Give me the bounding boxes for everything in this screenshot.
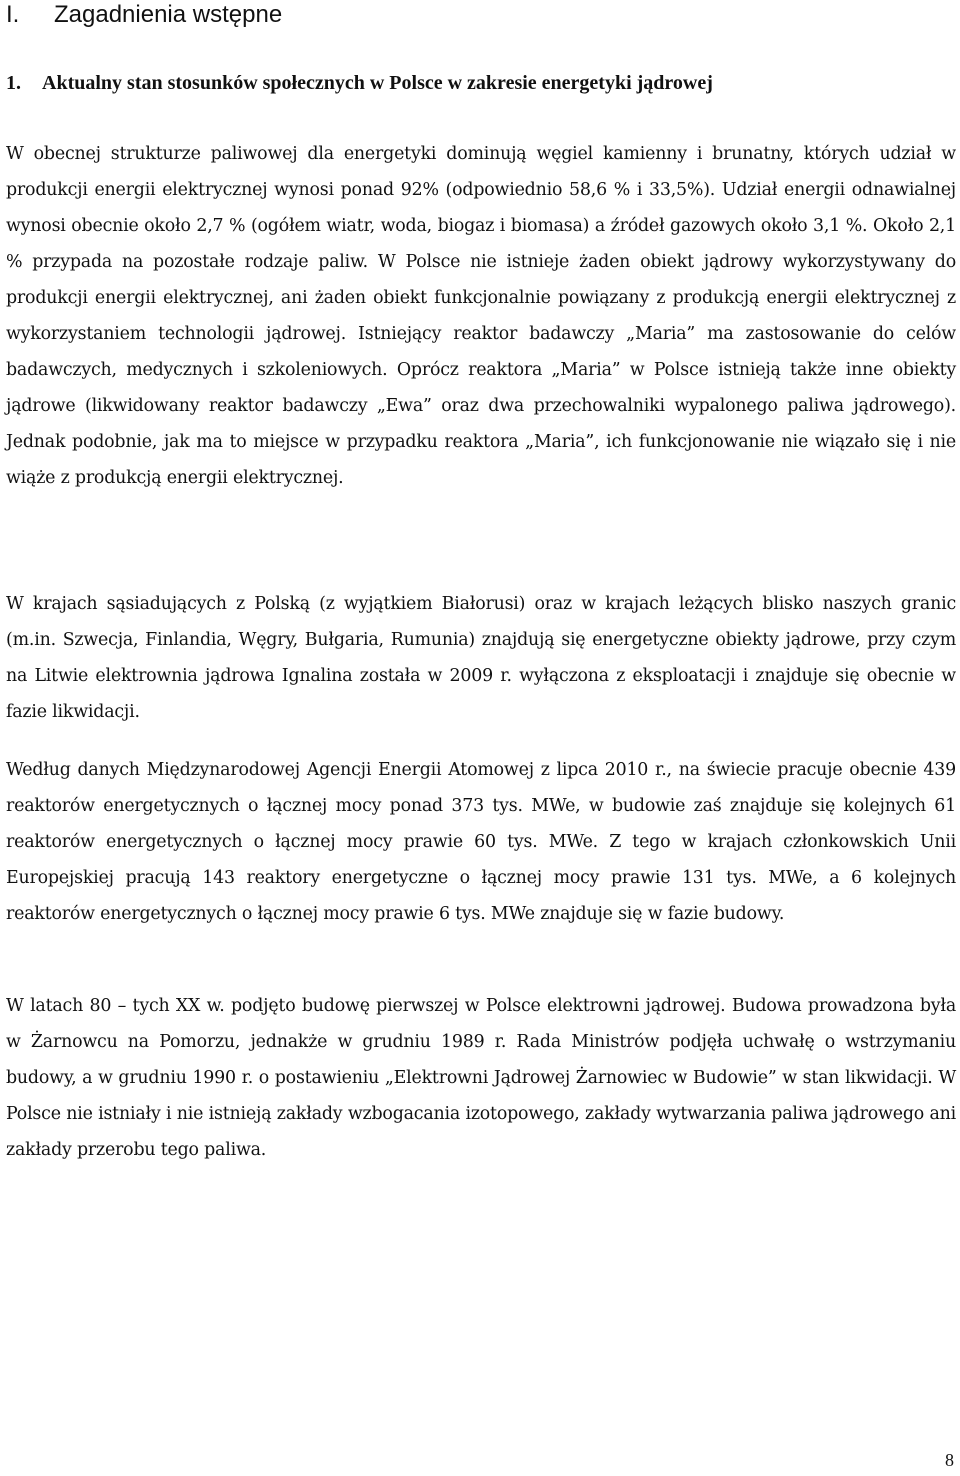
- subsection-number: 1.: [6, 72, 21, 94]
- paragraph-zarnowiec-history: W latach 80 – tych XX w. podjęto budowę pierwszej w Polsce elektrowni jądrowej. Budowa prowadzona była w Żarnowcu na Pomorzu, jednakże w grudniu 1989 r. Rada Ministrów podjęła uchwałę o wstrzymaniu budowy, a w grudniu 1990 r. o postawieniu „Elektrowni Jądrowej Żarnowiec w Budowie” w stan likwidacji. W Polsce nie istniały i nie istnieją zakłady wzbogacania izotopowego, zakłady wytwarzania paliwa jądrowego ani zakłady przerobu tego paliwa.: [6, 996, 956, 1160]
- subsection-heading: [6, 68, 713, 98]
- subsection-title: Aktualny stan stosunków społecznych w Polsce w zakresie energetyki jądrowej: [42, 72, 713, 94]
- page-number: 8: [945, 1450, 954, 1470]
- paragraph-energy-structure: W obecnej strukturze paliwowej dla energetyki dominują węgiel kamienny i brunatny, których udział w produkcji energii elektrycznej wynosi ponad 92% (odpowiednio 58,6 % i 33,5%). Udział energii odnawialnej wynosi obecnie około 2,7 % (ogółem wiatr, woda, biogaz i biomasa) a źródeł gazowych około 3,1 %. Około 2,1 % przypada na pozostałe rodzaje paliw. W Polsce nie istnieje żaden obiekt jądrowy wykorzystywany do produkcji energii elektrycznej, ani żaden obiekt funkcjonalnie powiązany z produkcją energii elektrycznej z wykorzystaniem technologii jądrowej. Istniejący reaktor badawczy „Maria” ma zastosowanie do celów badawczych, medycznych i szkoleniowych. Oprócz reaktora „Maria” w Polsce istnieją także inne obiekty jądrowe (likwidowany reaktor badawczy „Ewa” oraz dwa przechowalniki wypalonego paliwa jądrowego). Jednak podobnie, jak ma to miejsce w przypadku reaktora „Maria”, ich funkcjonowanie nie wiązało się i nie wiąże z produkcją energii elektrycznej.: [6, 144, 956, 488]
- section-number: I.: [6, 1, 20, 28]
- paragraph-iaea-data: Według danych Międzynarodowej Agencji Energii Atomowej z lipca 2010 r., na świecie pracuje obecnie 439 reaktorów energetycznych o łącznej mocy ponad 373 tys. MWe, w budowie zaś znajduje się kolejnych 61 reaktorów energetycznych o łącznej mocy prawie 60 tys. MWe. Z tego w krajach członkowskich Unii Europejskiej pracują 143 reaktory energetyczne o łącznej mocy prawie 131 tys. MWe, a 6 kolejnych reaktorów energetycznych o łącznej mocy prawie 6 tys. MWe znajduje się w fazie budowy.: [6, 760, 956, 924]
- section-heading: [6, 0, 282, 30]
- paragraph-neighbouring-countries: W krajach sąsiadujących z Polską (z wyjątkiem Białorusi) oraz w krajach leżących blisko naszych granic (m.in. Szwecja, Finlandia, Węgry, Bułgaria, Rumunia) znajdują się energetyczne obiekty jądrowe, przy czym na Litwie elektrownia jądrowa Ignalina została w 2009 r. wyłączona z eksploatacji i znajduje się obecnie w fazie likwidacji.: [6, 594, 956, 722]
- section-title: Zagadnienia wstępne: [54, 1, 283, 28]
